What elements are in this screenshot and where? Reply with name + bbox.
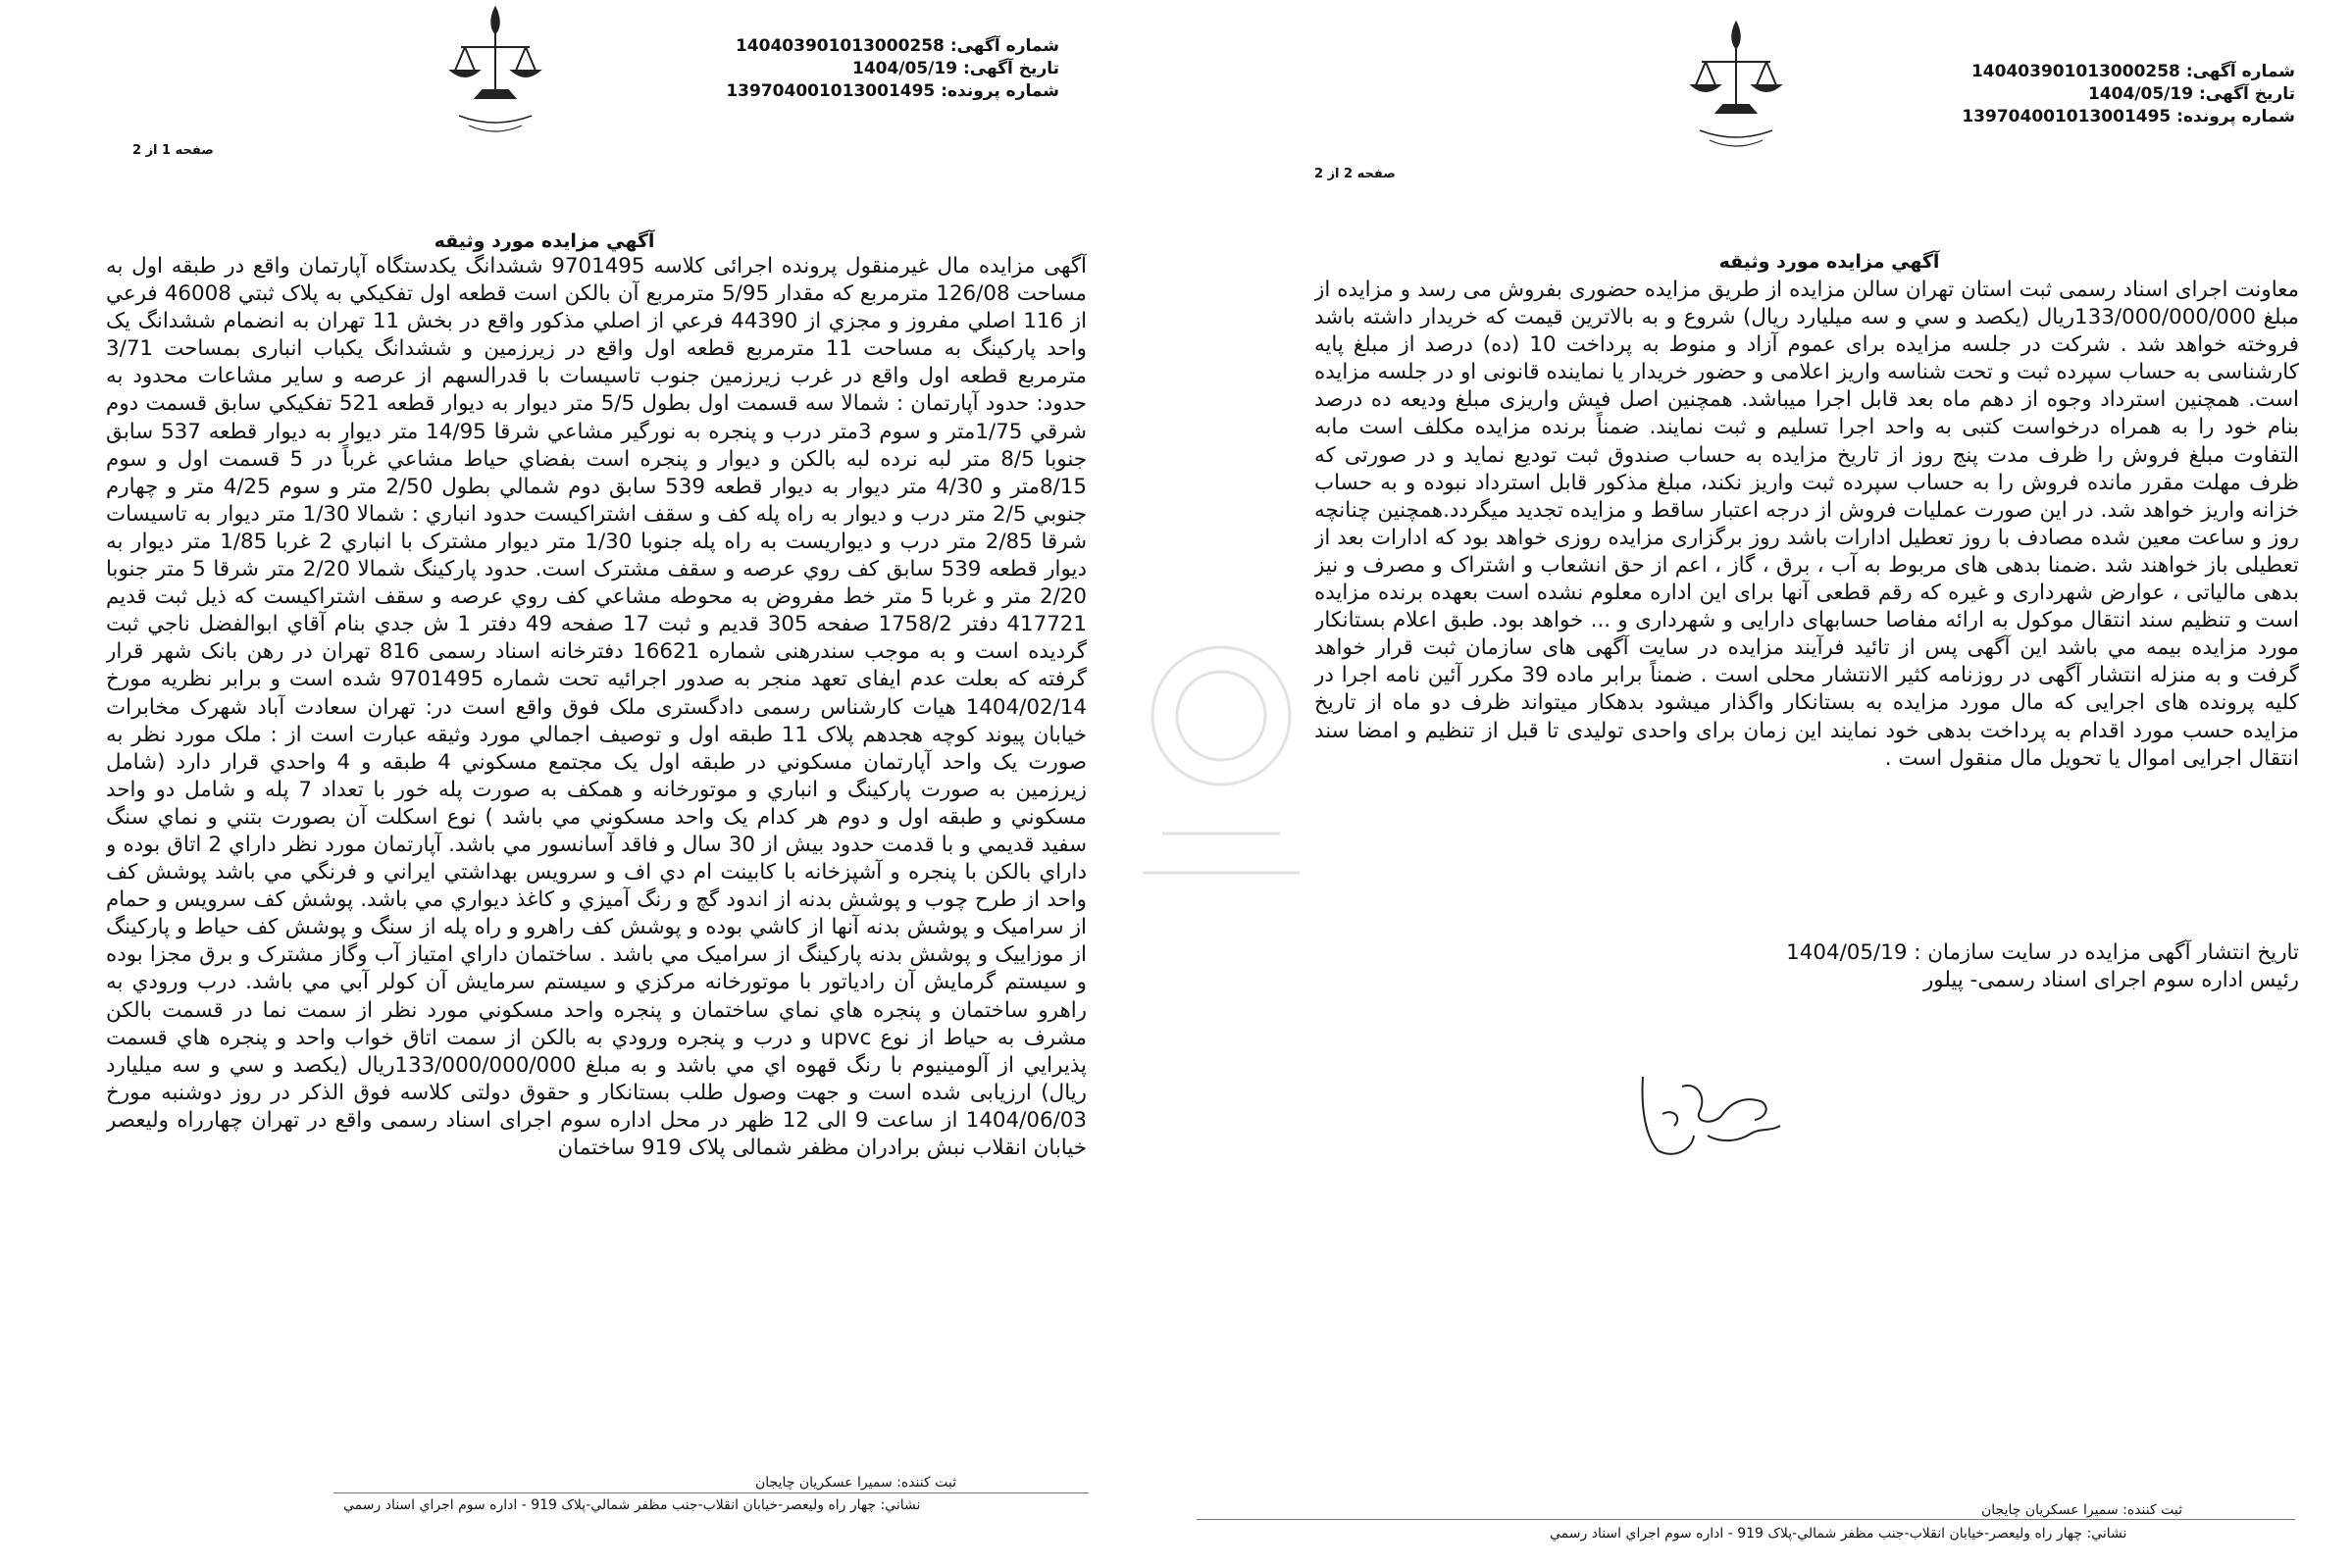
judiciary-emblem-icon	[1662, 15, 1810, 162]
notice-number-label: شماره آگهی:	[2185, 62, 2295, 81]
notice-number: 140403901013000258	[1970, 62, 2180, 81]
publication-date-line	[1314, 939, 2299, 967]
page-number: صفحه 1 از 2	[132, 143, 214, 158]
notice-heading: آگهي مزايده مورد وثيقه	[434, 230, 655, 252]
notice-date-row	[687, 58, 1059, 80]
publication-date-label: تاریخ انتشار آگهی مزایده در سایت سازمان :	[1907, 940, 2299, 965]
notice-page-2	[1177, 0, 2352, 1568]
notice-body: معاونت اجرای اسناد رسمی ثبت استان تهران سالن مزایده از طریق مزایده حضوری بفروش می رسد و مزایده از مبلغ 133/000/000/000ریال (یکصد و سي و سه میلیارد ریال) شروع و به بالاترین قیمت که خریدار داشته باشد فروخته خواهد شد . شرکت در جلسه مزایده برای عموم آزاد و منوط به پرداخت 10 (ده) درصد از مبلغ پایه کارشناسی به حساب سپرده ثبت و تحت شناسه واریز اعلامی و حضور خریدار یا نماینده قانونی او در جلسه مزایده است. همچنین استرداد وجوه از دهم ماه بعد قابل اجرا میباشد. همچنین اصل فیش واریزی مبلغ ودیعه ده درصد بنام خود را به همراه درخواست کتبی به واحد اجرا تسلیم و ثبت نمایند. ضمناً برنده مزایده مکلف است مابه التفاوت مبلغ فروش را ظرف مدت پنج روز از تاریخ مزایده به حساب صندوق ثبت تودیع نماید و در صورتی که ظرف مهلت مقرر مانده فروش را به حساب سپرده ثبت واریز نکند، مبلغ مذکور قابل استرداد نبوده و به حساب خزانه واریز خواهد شد. در این صورت عملیات فروش از درجه اعتبار ساقط و مزایده تجدید میگردد.همچنین چنانچه روز و ساعت معین شده مصادف با روز تعطیل ادارات باشد روز برگزاری مزایده روزی خواهد بود که ادارات بعد از تعطیلی باز خواهند شد .ضمنا بدهی های مربوط به آب ، برق ، گاز ، اعم از حق انشعاب و اشتراک و مصرف و نیز بدهی مالیاتی ، عوارض شهرداری و غیره که رقم قطعی آنها برای این اداره معلوم نشده است بعهده برنده مزایده است و تنظیم سند انتقال موکول به ارائه مفاصا حسابهای دارایی و شهرداری و ... خواهد بود. طبق اعلام بستانکار مورد مزایده بیمه مي باشد این آگهی پس از تائید فرآیند مزایده در سایت آگهی های سازمان ثبت قرار خواهد گرفت و به منزله انتشار آگهی در روزنامه کثیر الانتشار محلی است . ضمناً برابر ماده 39 مکرر آئین نامه اجرا در کلیه پرونده های اجرایی که مال مورد مزایده به بستانکار واگذار میشود بدهکار میتواند ظرف دو ماه از تاریخ مزایده حسب مورد اقدام به پرداخت بدهی خود نمایند این زمان برای واحدی تولیدی تا قبل از تنظیم و امضا سند انتقال اجرایی اموال یا تحویل مال منقول است .	[1314, 278, 2299, 771]
notice-meta	[687, 35, 1059, 103]
registrar: ثبت کننده: سمیرا عسکریان چایجان	[755, 1475, 956, 1491]
notice-number-row	[687, 35, 1059, 58]
notice-heading: آگهي مزايده مورد وثيقه	[1718, 251, 1940, 273]
judiciary-emblem-icon	[422, 0, 569, 147]
notice-number-label: شماره آگهی:	[949, 36, 1059, 56]
notice-date-label: تاریخ آگهی:	[962, 59, 1059, 78]
file-number-label: شماره پرونده:	[941, 81, 1059, 101]
department-chief: رئیس اداره سوم اجرای اسناد رسمی- پیلور	[1922, 968, 2299, 992]
file-number-label: شماره پرونده:	[2176, 107, 2295, 126]
notice-date: 1404/05/19	[2087, 84, 2194, 104]
notice-number-row	[1922, 61, 2295, 83]
file-number: 139704001013001495	[1962, 107, 2172, 126]
publication-date: 1404/05/19	[1786, 940, 1908, 965]
registrar: ثبت کننده: سمیرا عسکریان چایجان	[1981, 1502, 2182, 1518]
footer-divider	[333, 1492, 1089, 1493]
handwritten-signature	[1623, 1057, 1800, 1165]
notice-meta	[1922, 61, 2295, 128]
page-number: صفحه 2 از 2	[1314, 167, 1396, 181]
notice-body: آگهی مزایده مال غیرمنقول پرونده اجرائی کلاسه 9701495 ششدانگ یکدستگاه آپارتمان واقع در طبقه اول به مساحت 126/08 مترمربع که مقدار 5/95 مترمربع آن بالکن است قطعه اول تفکیکي به پلاک ثبتي 46008 فرعي از 116 اصلي مفروز و مجزي از 44390 فرعي از اصلي مذکور واقع در بخش 11 تهران به انضمام ششدانگ یک واحد پارکینگ به مساحت 11 مترمربع قطعه اول واقع در زیرزمین و ششدانگ یکباب انباری بمساحت 3/71 مترمربع قطعه اول واقع در غرب زیرزمین جنوب تاسیسات با قدرالسهم از عرصه و سایر مشاعات محدود به حدود: حدود آپارتمان : شمالا سه قسمت اول بطول 5/5 متر دیوار به دیوار قطعه 521 تفکیکي سابق قسمت دوم شرقي 1/75متر و سوم 3متر درب و پنجره به نورگیر مشاعي شرقا 14/95 متر دیوار به دیوار قطعه 537 سابق جنوبا 8/5 متر لبه نرده لبه بالکن و دیوار و پنجره است بفضاي حیاط مشاعي غرباً در 5 قسمت اول و سوم 8/15متر و 4/30 متر دیوار به دیوار قطعه 539 سابق دوم شمالي بطول 2/50 متر و سوم 4/25 متر و چهارم جنوبي 2/5 متر درب و دیوار به راه پله کف و سقف اشتراکیست حدود انباري : شمالا 1/30 متر دیوار به تاسیسات شرقا 2/85 متر درب و دیواریست به راه پله جنوبا 1/30 متر دیوار مشترک با انباري 2 غربا 1/85 متر دیوار به دیوار قطعه 539 سابق کف روي عرصه و سقف مشترک است. حدود پارکینگ شمالا 2/20 متر شرقا 5 متر جنوبا 2/20 متر و غربا 5 متر خط مفروض به محوطه مشاعي کف روي عرصه و سقف اشتراکیست که ذیل ثبت قدیم 417721 دفتر 1758/2 صفحه 305 قدیم و ثبت 17 صفحه 49 دفتر 1 ش جدي بنام آقاي ابوالفضل ناجي ثبت گردیده است و به موجب سندرهنی شماره 16621 دفترخانه اسناد رسمی 816 تهران در رهن بانک شهر قرار گرفته که بعلت عدم ایفای تعهد منجر به صدور اجرائیه تحت شماره 9701495 شده است و برابر نظریه مورخ 1404/02/14 هیات کارشناس رسمی دادگستری ملک فوق واقع است در: تهران سعادت آباد شهرک مخابرات خیابان پیوند کوچه هجدهم پلاک 11 طبقه اول و توصیف اجمالي مورد وثیقه عبارت است از : ملک مورد نظر به صورت یک واحد آپارتمان مسکوني در طبقه اول یک مجتمع مسکوني 4 طبقه و 4 واحدي قرار دارد (شامل زیرزمین به صورت پارکینگ و انباري و موتورخانه و همکف به صورت پله خور با تعداد 7 پله و شامل دو واحد مسکوني و طبقه اول و دوم هر کدام یک واحد مسکوني مي باشد ) نوع اسکلت آن بصورت بتني و نماي سنگ سفید قدیمي و با قدمت حدود بیش از 30 سال و فاقد آسانسور مي باشد. آپارتمان مورد نظر داراي 2 اتاق بوده و داراي بالکن با پنجره و آشپزخانه با کابینت ام دي اف و سرویس بهداشتي ایراني و فرنگي مي باشد پوشش کف واحد از طرح چوب و پوشش بدنه از اندود گچ و رنگ آمیزي و کاغذ دیواري مي باشد. پوشش کف سرویس و حمام از سرامیک و پوشش بدنه آنها از کاشي بوده و پوشش کف راهرو و راه پله از سنگ و پوشش کف حیاط و پارکینگ از موزاییک و پوشش بدنه پارکینگ از سرامیک مي باشد . ساختمان داراي امتیاز آب وگاز مشترک و برق مجزا بوده و سیستم گرمایش آن رادیاتور با موتورخانه مرکزي و سیستم سرمایش آن کولر آبي مي باشد. درب ورودي به راهرو ساختمان و پنجره هاي نماي ساختمان و پنجره واحد مسکوني مورد نظر از سمت نما در قسمت بالکن مشرف به حیاط از نوع upvc و درب و پنجره ورودي به بالکن از سمت اتاق خواب واحد و پنجره هاي قسمت پذیرایي از آلومینیوم با رنگ قهوه اي مي باشد و به مبلغ 133/000/000/000ریال (یکصد و سي و سه میلیارد ریال) ارزیابی شده است و جهت وصول طلب بستانکار و حقوق دولتی کلاسه فوق الذکر در روز دوشنبه مورخ 1404/06/03 از ساعت 9 الی 12 ظهر در محل اداره سوم اجرای اسناد رسمی واقع در تهران چهارراه ولیعصر خیابان انقلاب نبش برادران مظفر شمالی پلاک 919 ساختمان	[106, 254, 1087, 1160]
office-address: نشاني: چهار راه وليعصر-خيابان انقلاب-جنب مظفر شمالي-پلاک 919 - اداره سوم اجراي اسناد رسمي	[1550, 1526, 2127, 1542]
notice-date: 1404/05/19	[851, 59, 958, 78]
notice-page-1	[0, 0, 1152, 1568]
office-address: نشاني: چهار راه وليعصر-خيابان انقلاب-جنب مظفر شمالي-پلاک 919 - اداره سوم اجراي اسناد رسمي	[343, 1497, 921, 1513]
footer-divider	[1197, 1519, 2295, 1520]
notice-number: 140403901013000258	[735, 36, 945, 56]
file-number-row	[687, 80, 1059, 103]
notice-date-label: تاریخ آگهی:	[2198, 84, 2295, 104]
file-number: 139704001013001495	[726, 81, 936, 101]
notice-date-row	[1922, 83, 2295, 106]
file-number-row	[1922, 106, 2295, 128]
